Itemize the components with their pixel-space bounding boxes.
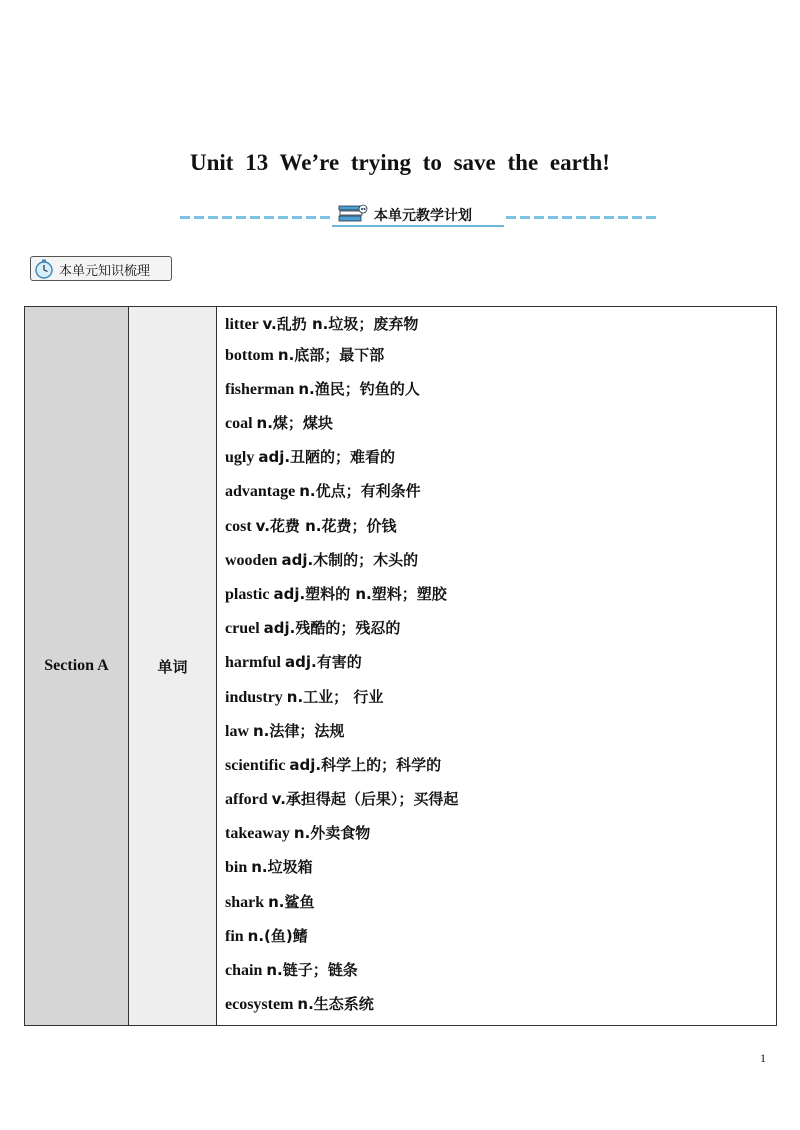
list-item [225, 372, 776, 406]
list-item [225, 987, 776, 1021]
word-chinese: n.法律；法规 [253, 721, 345, 740]
word-chinese: adj.科学上的；科学的 [289, 755, 442, 774]
list-item [225, 406, 776, 440]
list-item [225, 440, 776, 474]
word-list-cell [217, 307, 777, 1026]
section-cell: Section A [25, 307, 129, 1026]
vocabulary-table [24, 306, 777, 1026]
list-item [225, 919, 776, 953]
word-chinese: n.工业； 行业 [286, 687, 384, 706]
word-english: afford [225, 791, 268, 809]
word-english: ugly [225, 449, 255, 467]
list-item [225, 611, 776, 645]
clock-icon [33, 258, 55, 280]
list-item [225, 850, 776, 884]
word-chinese: n.(鱼)鳍 [247, 926, 308, 945]
teaching-plan-banner [180, 201, 658, 229]
word-english: fin [225, 927, 244, 945]
word-chinese: n.生态系统 [297, 995, 374, 1014]
word-list [225, 311, 776, 1022]
word-english: litter [225, 315, 259, 333]
word-english: cost [225, 517, 252, 535]
word-chinese: n.底部；最下部 [277, 345, 385, 364]
word-english: scientific [225, 756, 286, 774]
list-item [225, 577, 776, 611]
word-chinese: n.链子；链条 [266, 961, 358, 979]
word-english: plastic [225, 585, 270, 603]
banner-label-box [332, 205, 504, 227]
list-item [225, 748, 776, 782]
word-english: takeaway [225, 825, 290, 843]
word-chinese: n.优点；有利条件 [299, 482, 421, 501]
list-item [225, 782, 776, 816]
list-item [225, 543, 776, 577]
list-item [225, 714, 776, 748]
list-item [225, 953, 776, 987]
banner-label: 本单元教学计划 [374, 208, 472, 224]
word-english: advantage [225, 483, 296, 501]
word-english: chain [225, 962, 263, 979]
list-item [225, 311, 776, 338]
word-english: cruel [225, 620, 260, 638]
word-english: shark [225, 893, 265, 911]
word-english: law [225, 722, 249, 740]
word-chinese: v.花费 n.花费；价钱 [255, 516, 397, 535]
word-english: coal [225, 415, 253, 432]
word-english: bin [225, 859, 248, 877]
word-chinese: v.承担得起（后果）；买得起 [271, 790, 459, 809]
category-cell: 单词 [129, 307, 217, 1026]
word-english: ecosystem [225, 996, 294, 1014]
word-chinese: adj.丑陋的；难看的 [258, 448, 396, 467]
table-row [25, 307, 777, 1026]
word-chinese: v.乱扔 n.垃圾；废弃物 [262, 314, 419, 333]
page-number: 1 [760, 1051, 766, 1065]
banner-dash-right [506, 216, 658, 219]
knowledge-tag-label: 本单元知识梳理 [59, 264, 151, 279]
word-english: industry [225, 688, 283, 706]
list-item [225, 680, 776, 714]
word-chinese: adj.塑料的 n.塑料；塑胶 [273, 584, 447, 603]
word-chinese: adj.有害的 [285, 653, 362, 672]
word-chinese: adj.残酷的；残忍的 [263, 619, 401, 638]
word-english: wooden [225, 551, 278, 569]
word-english: harmful [225, 654, 281, 672]
list-item [225, 885, 776, 919]
list-item [225, 509, 776, 543]
word-chinese: adj.木制的；木头的 [281, 550, 419, 569]
books-icon [338, 203, 368, 223]
list-item [225, 474, 776, 508]
page-title: Unit 13 We’re trying to save the earth! [190, 150, 610, 175]
list-item [225, 816, 776, 850]
list-item [225, 645, 776, 679]
word-chinese: n.鲨鱼 [268, 892, 315, 911]
word-chinese: n.煤；煤块 [256, 414, 333, 432]
list-item [225, 338, 776, 372]
word-chinese: n.外卖食物 [293, 824, 371, 843]
banner-dash-left [180, 216, 330, 219]
word-english: bottom [225, 346, 274, 364]
word-chinese: n.渔民；钓鱼的人 [298, 379, 420, 398]
word-english: fisherman [225, 380, 295, 398]
word-chinese: n.垃圾箱 [251, 858, 313, 877]
knowledge-summary-tag [30, 256, 172, 281]
